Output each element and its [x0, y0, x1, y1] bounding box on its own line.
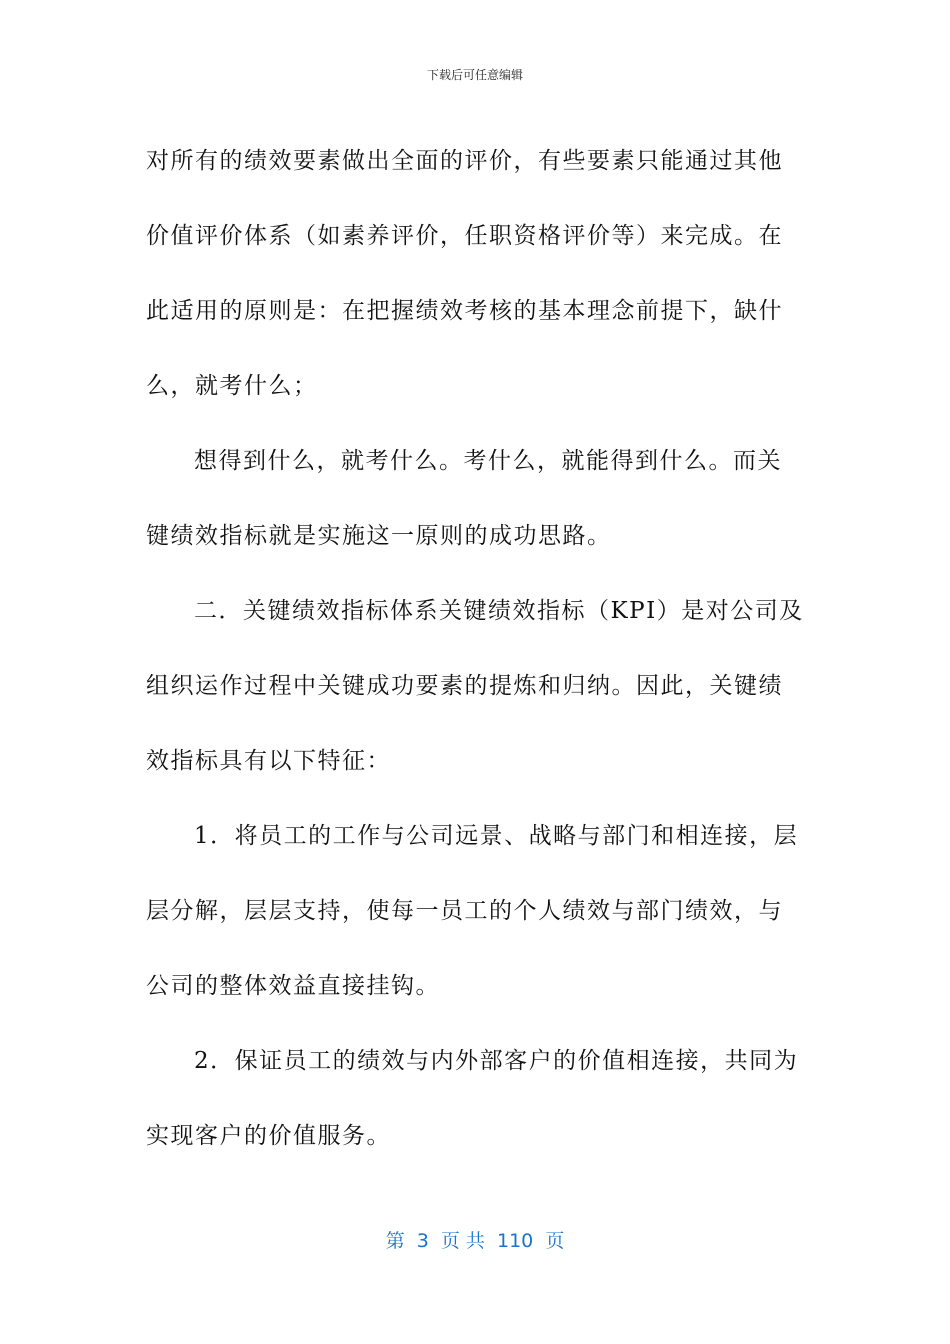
paragraph-4: 1．将员工的工作与公司远景、战略与部门和相连接，层层分解，层层支持，使每一员工的个人绩效与部门绩效，与公司的整体效益直接挂钩。 [146, 823, 799, 999]
page-header: 下载后可任意编辑 [426, 68, 523, 82]
paragraph-3: 二．关键绩效指标体系关键绩效指标（KPI）是对公司及组织运作过程中关键成功要素的提炼和归纳。因此，关键绩效指标具有以下特征： [146, 598, 804, 774]
paragraph-1: 对所有的绩效要素做出全面的评价，有些要素只能通过其他价值评价体系（如素养评价，任职资格评价等）来完成。在此适用的原则是：在把握绩效考核的基本理念前提下，缺什么，就考什么； [146, 148, 783, 399]
document-body [146, 124, 806, 1174]
page-footer: 第 3 页 共 110 页 [385, 1230, 565, 1252]
paragraph-5: 2．保证员工的绩效与内外部客户的价值相连接，共同为实现客户的价值服务。 [146, 1048, 799, 1149]
paragraph-2: 想得到什么，就考什么。考什么，就能得到什么。而关键绩效指标就是实施这一原则的成功思路。 [146, 448, 782, 549]
